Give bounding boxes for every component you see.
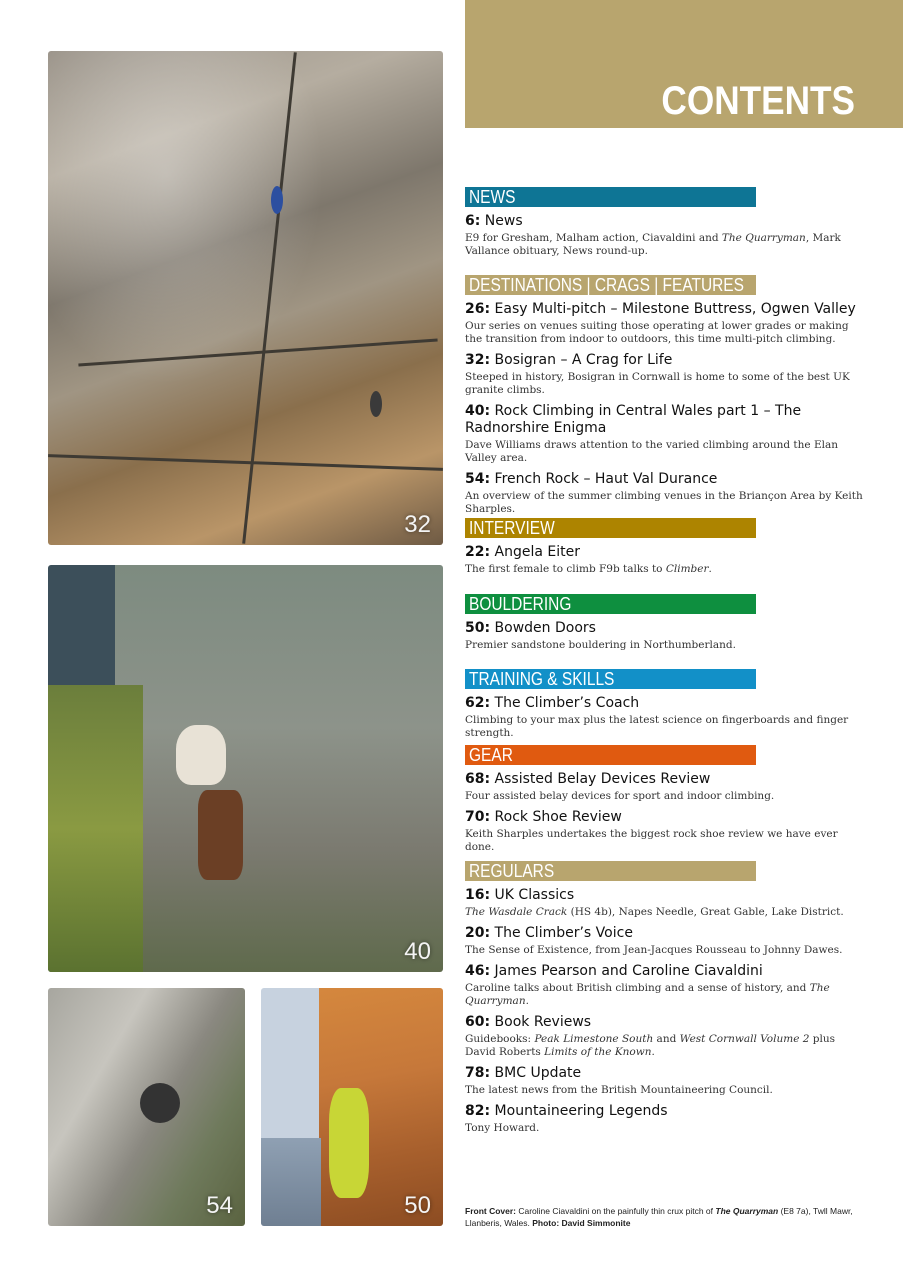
description-text: . — [708, 563, 712, 575]
entry-title — [465, 403, 865, 437]
entry-description — [465, 906, 865, 919]
entry-title-text: Angela Eiter — [494, 544, 581, 560]
entry-title-text: French Rock – Haut Val Durance — [494, 471, 718, 487]
entry-page-number: 70: — [465, 809, 491, 825]
contents-entry[interactable] — [465, 695, 865, 740]
description-text: E9 for Gresham, Malham action, Ciavaldini and — [465, 232, 722, 244]
entry-page-number: 60: — [465, 1014, 491, 1030]
entry-page-number: 62: — [465, 695, 491, 711]
entry-title-text: UK Classics — [494, 887, 575, 903]
description-text: . — [651, 1046, 655, 1058]
description-text: and — [653, 1033, 680, 1045]
entry-page-number: 78: — [465, 1065, 491, 1081]
entry-title-text: Mountaineering Legends — [494, 1103, 668, 1119]
rock-crack — [48, 454, 443, 471]
entry-title-text: Bosigran – A Crag for Life — [494, 352, 673, 368]
grass-area — [48, 685, 143, 972]
description-text: . — [525, 995, 529, 1007]
photo-page-number: 54 — [206, 1192, 233, 1219]
entry-title — [465, 887, 865, 904]
contents-header-band — [465, 0, 903, 128]
entry-page-number: 22: — [465, 544, 491, 560]
entry-title-text: Easy Multi-pitch – Milestone Buttress, Ogwen Valley — [494, 301, 856, 317]
entry-description — [465, 1033, 865, 1059]
front-cover-caption — [465, 1205, 865, 1229]
entry-title-text: James Pearson and Caroline Ciavaldini — [494, 963, 763, 979]
entry-title — [465, 213, 865, 230]
entry-description: Climbing to your max plus the latest science on fingerboards and finger strength. — [465, 714, 849, 739]
entry-title — [465, 695, 865, 712]
entry-title-text: The Climber’s Voice — [494, 925, 633, 941]
section-gear — [465, 745, 865, 854]
italic-title: Climber — [665, 563, 709, 575]
entry-description: Four assisted belay devices for sport and indoor climbing. — [465, 790, 775, 802]
entry-title — [465, 1065, 865, 1082]
entry-title — [465, 620, 865, 637]
photo-bosigran — [48, 51, 443, 545]
entry-title — [465, 809, 865, 826]
italic-title: Peak Limestone South — [534, 1033, 654, 1045]
climber-figure — [370, 391, 382, 417]
section-destinations-crags-features — [465, 275, 865, 516]
photo-page-number: 32 — [404, 511, 431, 538]
entry-description: Keith Sharples undertakes the biggest rock shoe review we have ever done. — [465, 828, 838, 853]
section-header — [465, 861, 756, 881]
entry-title — [465, 925, 865, 942]
rock-crack — [78, 338, 437, 366]
entry-title-text: Book Reviews — [494, 1014, 592, 1030]
italic-title: The Quarryman — [465, 982, 830, 1007]
section-header-label: GEAR — [469, 745, 513, 765]
section-bouldering — [465, 594, 865, 652]
entry-description: The Sense of Existence, from Jean-Jacques Rousseau to Johnny Dawes. — [465, 944, 843, 956]
contents-entry[interactable] — [465, 1014, 865, 1059]
entry-title — [465, 544, 865, 561]
section-header — [465, 187, 756, 207]
italic-title: Limits of the Known — [544, 1046, 652, 1058]
entry-title — [465, 301, 865, 318]
contents-entry[interactable] — [465, 620, 865, 652]
front-cover-label: Front Cover: — [465, 1206, 516, 1216]
italic-title: The Quarryman — [721, 232, 806, 244]
section-header-label: DESTINATIONS | CRAGS | FEATURES — [469, 275, 744, 295]
section-header — [465, 745, 756, 765]
contents-entry[interactable] — [465, 887, 865, 919]
contents-entry[interactable] — [465, 301, 865, 346]
section-training-skills — [465, 669, 865, 740]
section-header-label: REGULARS — [469, 861, 555, 881]
contents-entry[interactable] — [465, 809, 865, 854]
climber-legs — [198, 790, 243, 880]
entry-page-number: 6: — [465, 213, 481, 229]
entry-page-number: 82: — [465, 1103, 491, 1119]
section-header-label: BOULDERING — [469, 594, 572, 614]
photo-haut-val-durance — [48, 988, 245, 1226]
entry-page-number: 16: — [465, 887, 491, 903]
entry-description: Tony Howard. — [465, 1122, 540, 1134]
entry-description: Premier sandstone bouldering in Northumberland. — [465, 639, 736, 651]
entry-title — [465, 471, 865, 488]
description-text: plus David Roberts — [465, 1033, 836, 1058]
entry-description: The latest news from the British Mountaineering Council. — [465, 1084, 773, 1096]
section-news — [465, 187, 865, 258]
contents-entry[interactable] — [465, 925, 865, 957]
section-header-label: NEWS — [469, 187, 516, 207]
entry-title-text: BMC Update — [494, 1065, 582, 1081]
entry-title-text: News — [484, 213, 523, 229]
entry-description — [465, 563, 865, 576]
entry-title — [465, 771, 865, 788]
entry-title — [465, 352, 865, 369]
section-header — [465, 594, 756, 614]
contents-entry[interactable] — [465, 771, 865, 803]
contents-entry[interactable] — [465, 963, 865, 1008]
entry-title-text: Rock Shoe Review — [494, 809, 622, 825]
entry-description: An overview of the summer climbing venues in the Briançon Area by Keith Sharples. — [465, 490, 863, 515]
entry-page-number: 50: — [465, 620, 491, 636]
entry-description: Dave Williams draws attention to the varied climbing around the Elan Valley area. — [465, 439, 839, 464]
climber-figure — [271, 186, 283, 214]
entry-page-number: 68: — [465, 771, 491, 787]
entry-title — [465, 963, 865, 980]
climber-figure — [329, 1088, 369, 1198]
entry-description: Our series on venues suiting those operating at lower grades or making the transition from indoor to outdoors, this time multi-pitch climbing. — [465, 320, 849, 345]
entry-title-text: Rock Climbing in Central Wales part 1 – The Radnorshire Enigma — [465, 403, 802, 436]
description-text: Guidebooks: — [465, 1033, 535, 1045]
description-text: , Mark Vallance obituary, News round-up. — [465, 232, 841, 257]
italic-title: West Cornwall Volume 2 — [679, 1033, 810, 1045]
photo-page-number: 40 — [404, 938, 431, 965]
page-title: CONTENTS — [661, 79, 855, 123]
contents-entry[interactable] — [465, 471, 865, 516]
climber-figure — [140, 1083, 180, 1123]
entry-page-number: 32: — [465, 352, 491, 368]
climber-figure — [176, 725, 226, 785]
contents-entry[interactable] — [465, 352, 865, 397]
entry-title — [465, 1103, 865, 1120]
entry-description: Steeped in history, Bosigran in Cornwall is home to some of the best UK granite climbs. — [465, 371, 850, 396]
photo-central-wales — [48, 565, 443, 972]
front-cover-text: Caroline Ciavaldini on the painfully thin crux pitch of — [516, 1206, 716, 1216]
entry-title — [465, 1014, 865, 1031]
contents-entry[interactable] — [465, 544, 865, 576]
entry-title-text: Bowden Doors — [494, 620, 596, 636]
section-interview — [465, 518, 865, 576]
contents-entry[interactable] — [465, 213, 865, 258]
description-text: (HS 4b), Napes Needle, Great Gable, Lake District. — [567, 906, 844, 918]
front-cover-text: (E8 7a), Twll Mawr, Llanberis, Wales. — [465, 1206, 853, 1228]
entry-description — [465, 232, 865, 258]
front-cover-route: The Quarryman — [715, 1206, 779, 1216]
contents-entry[interactable] — [465, 403, 865, 465]
entry-page-number: 26: — [465, 301, 491, 317]
description-text: Caroline talks about British climbing and a sense of history, and — [465, 982, 810, 994]
rock-crack — [242, 52, 297, 544]
entry-title-text: The Climber’s Coach — [494, 695, 640, 711]
entry-page-number: 46: — [465, 963, 491, 979]
sea-area — [261, 1138, 321, 1226]
entry-page-number: 54: — [465, 471, 491, 487]
section-header-label: TRAINING & SKILLS — [469, 669, 615, 689]
section-header — [465, 518, 756, 538]
section-header-label: INTERVIEW — [469, 518, 555, 538]
photo-bowden-doors — [261, 988, 443, 1226]
section-regulars — [465, 861, 865, 1135]
photo-credit: Photo: David Simmonite — [532, 1218, 631, 1228]
description-text: The first female to climb F9b talks to — [465, 563, 666, 575]
photo-page-number: 50 — [404, 1192, 431, 1219]
entry-title-text: Assisted Belay Devices Review — [494, 771, 711, 787]
entry-page-number: 40: — [465, 403, 491, 419]
section-header — [465, 275, 756, 295]
entry-page-number: 20: — [465, 925, 491, 941]
italic-title: The Wasdale Crack — [465, 906, 568, 918]
section-header — [465, 669, 756, 689]
contents-entry[interactable] — [465, 1065, 865, 1097]
entry-description — [465, 982, 865, 1008]
contents-entry[interactable] — [465, 1103, 865, 1135]
